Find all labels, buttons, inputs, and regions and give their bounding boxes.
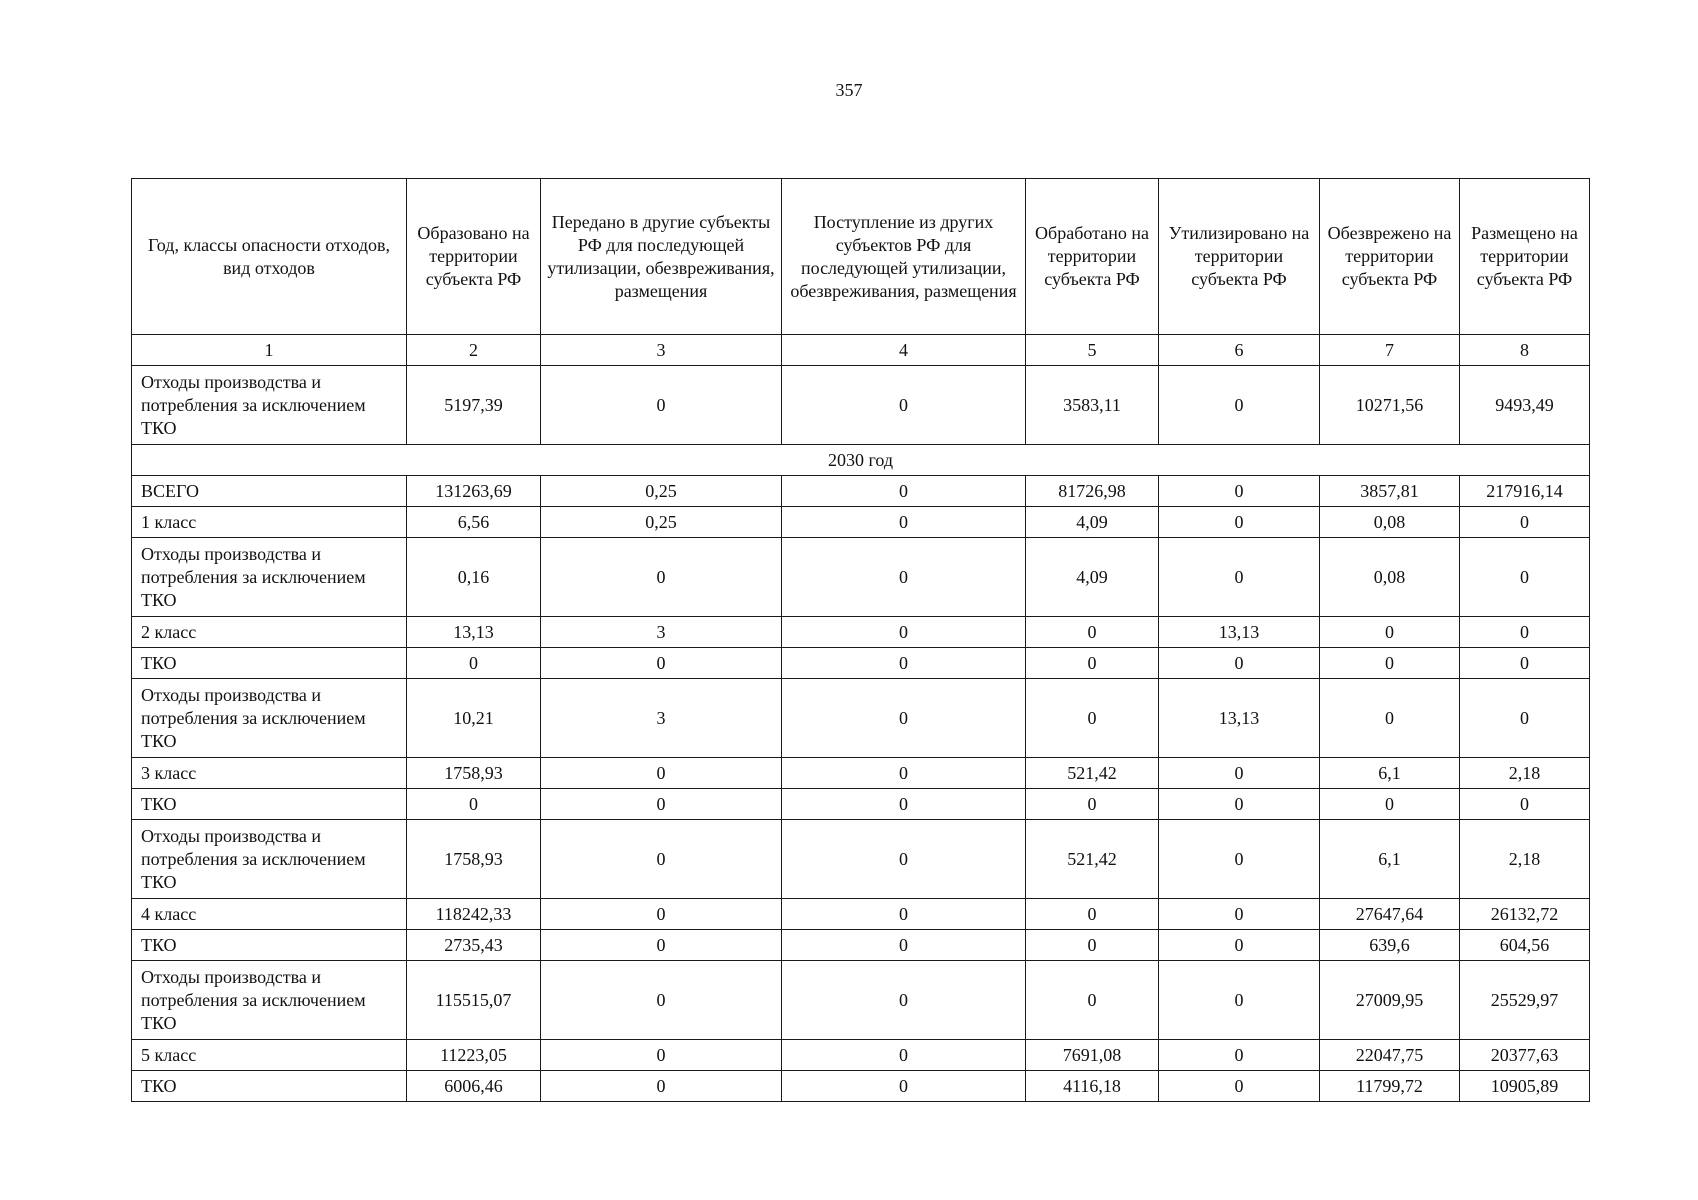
table-cell: 10271,56 [1320, 366, 1460, 445]
row-label: 3 класс [132, 758, 407, 789]
table-cell: 0 [541, 961, 782, 1040]
table-cell: 604,56 [1460, 930, 1590, 961]
table-cell: 4,09 [1026, 538, 1159, 617]
table-cell: 0 [782, 476, 1026, 507]
table-cell: 0 [1159, 1071, 1320, 1102]
row-label: ТКО [132, 930, 407, 961]
table-cell: 0 [541, 789, 782, 820]
header-cell: Обезврежено на территории субъекта РФ [1320, 179, 1460, 335]
table-cell: 0 [1159, 758, 1320, 789]
table-cell: 3 [541, 679, 782, 758]
table-cell: 118242,33 [407, 899, 541, 930]
table-cell: 0 [541, 366, 782, 445]
table-cell: 0 [1159, 930, 1320, 961]
table-cell: 639,6 [1320, 930, 1460, 961]
table-cell: 0 [1159, 1040, 1320, 1071]
table-row [132, 899, 1590, 930]
table-cell: 10905,89 [1460, 1071, 1590, 1102]
table-row [132, 648, 1590, 679]
table-cell: 0 [782, 820, 1026, 899]
table-row [132, 476, 1590, 507]
table-cell: 20377,63 [1460, 1040, 1590, 1071]
table-cell: 0 [1159, 507, 1320, 538]
table-cell: 0 [782, 930, 1026, 961]
table-cell: 0 [541, 899, 782, 930]
table-cell: 0,08 [1320, 507, 1460, 538]
table-cell: 0 [1460, 679, 1590, 758]
table-cell: 0 [1320, 679, 1460, 758]
table-cell: 0 [1026, 899, 1159, 930]
table-cell: 0 [1026, 679, 1159, 758]
table-cell: 4116,18 [1026, 1071, 1159, 1102]
table-cell: 0 [541, 758, 782, 789]
column-number: 4 [782, 335, 1026, 366]
row-label: ТКО [132, 648, 407, 679]
table-cell: 6,56 [407, 507, 541, 538]
table-cell: 115515,07 [407, 961, 541, 1040]
table-cell: 0,16 [407, 538, 541, 617]
table-cell: 26132,72 [1460, 899, 1590, 930]
row-label: Отходы производства и потребления за исключением ТКО [132, 961, 407, 1040]
table-cell: 22047,75 [1320, 1040, 1460, 1071]
table-cell: 0 [782, 617, 1026, 648]
table-cell: 13,13 [1159, 679, 1320, 758]
column-number-row [132, 335, 1590, 366]
column-number: 1 [132, 335, 407, 366]
table-cell: 0 [1320, 789, 1460, 820]
table-cell: 7691,08 [1026, 1040, 1159, 1071]
table-cell: 81726,98 [1026, 476, 1159, 507]
table-cell: 6,1 [1320, 820, 1460, 899]
table-cell: 27009,95 [1320, 961, 1460, 1040]
table-cell: 0,08 [1320, 538, 1460, 617]
table-cell: 0,25 [541, 476, 782, 507]
table-cell: 0 [541, 1071, 782, 1102]
table-cell: 11223,05 [407, 1040, 541, 1071]
row-label: ТКО [132, 789, 407, 820]
table-cell: 0 [1159, 899, 1320, 930]
table-row [132, 1071, 1590, 1102]
column-number: 6 [1159, 335, 1320, 366]
table-row [132, 820, 1590, 899]
header-cell: Размещено на территории субъекта РФ [1460, 179, 1590, 335]
table-header [132, 179, 1590, 366]
header-row [132, 179, 1590, 335]
table-cell: 0 [1159, 538, 1320, 617]
table-body [132, 366, 1590, 1102]
table-cell: 0 [1026, 648, 1159, 679]
table-row [132, 961, 1590, 1040]
table-cell: 0 [1460, 617, 1590, 648]
table-cell: 0 [541, 538, 782, 617]
table-cell: 2,18 [1460, 820, 1590, 899]
table-cell: 0 [541, 930, 782, 961]
table-cell: 0 [1159, 789, 1320, 820]
table-row [132, 930, 1590, 961]
table-cell: 0 [782, 789, 1026, 820]
table-row [132, 1040, 1590, 1071]
table-cell: 0,25 [541, 507, 782, 538]
table-row [132, 538, 1590, 617]
table-row [132, 507, 1590, 538]
row-label: 2 класс [132, 617, 407, 648]
row-label: ТКО [132, 1071, 407, 1102]
table-row [132, 366, 1590, 445]
header-cell: Образовано на территории субъекта РФ [407, 179, 541, 335]
row-label: Отходы производства и потребления за исключением ТКО [132, 679, 407, 758]
waste-statistics-table [131, 178, 1590, 1102]
table-cell: 27647,64 [1320, 899, 1460, 930]
table-cell: 0 [782, 366, 1026, 445]
table-cell: 0 [782, 538, 1026, 617]
table-cell: 10,21 [407, 679, 541, 758]
header-cell: Обработано на территории субъекта РФ [1026, 179, 1159, 335]
table-cell: 0 [782, 507, 1026, 538]
column-number: 3 [541, 335, 782, 366]
year-section-row [132, 445, 1590, 476]
table-cell: 0 [782, 679, 1026, 758]
table-cell: 0 [782, 899, 1026, 930]
table-cell: 0 [1159, 476, 1320, 507]
table-cell: 0 [1159, 961, 1320, 1040]
table-cell: 11799,72 [1320, 1071, 1460, 1102]
table-cell: 0 [1320, 648, 1460, 679]
table-cell: 0 [541, 648, 782, 679]
table-cell: 3 [541, 617, 782, 648]
column-number: 5 [1026, 335, 1159, 366]
row-label: 5 класс [132, 1040, 407, 1071]
table-cell: 2735,43 [407, 930, 541, 961]
table-cell: 0 [1026, 930, 1159, 961]
table-row [132, 789, 1590, 820]
table-cell: 9493,49 [1460, 366, 1590, 445]
table-cell: 0 [1320, 617, 1460, 648]
year-heading: 2030 год [132, 445, 1590, 476]
column-number: 8 [1460, 335, 1590, 366]
table-cell: 0 [1159, 366, 1320, 445]
row-label: Отходы производства и потребления за исключением ТКО [132, 538, 407, 617]
column-number: 7 [1320, 335, 1460, 366]
table-cell: 6,1 [1320, 758, 1460, 789]
table-cell: 0 [782, 1071, 1026, 1102]
table-cell: 0 [1026, 617, 1159, 648]
table-cell: 13,13 [1159, 617, 1320, 648]
table-row [132, 758, 1590, 789]
table-cell: 0 [1460, 507, 1590, 538]
table-cell: 0 [1026, 961, 1159, 1040]
row-label: ВСЕГО [132, 476, 407, 507]
table-cell: 0 [407, 789, 541, 820]
table-cell: 131263,69 [407, 476, 541, 507]
table-cell: 0 [1460, 789, 1590, 820]
table-cell: 0 [1460, 538, 1590, 617]
table-cell: 25529,97 [1460, 961, 1590, 1040]
table-cell: 0 [541, 820, 782, 899]
table-cell: 0 [782, 758, 1026, 789]
column-number: 2 [407, 335, 541, 366]
table-cell: 2,18 [1460, 758, 1590, 789]
table-cell: 0 [1026, 789, 1159, 820]
table-cell: 0 [782, 648, 1026, 679]
row-label: 1 класс [132, 507, 407, 538]
header-cell: Утилизировано на территории субъекта РФ [1159, 179, 1320, 335]
table-cell: 1758,93 [407, 758, 541, 789]
row-label: 4 класс [132, 899, 407, 930]
row-label: Отходы производства и потребления за исключением ТКО [132, 366, 407, 445]
table-cell: 0 [1159, 648, 1320, 679]
table-cell: 217916,14 [1460, 476, 1590, 507]
table-cell: 1758,93 [407, 820, 541, 899]
header-cell: Передано в другие субъекты РФ для последующей утилизации, обезвреживания, размещения [541, 179, 782, 335]
row-label: Отходы производства и потребления за исключением ТКО [132, 820, 407, 899]
table-cell: 13,13 [407, 617, 541, 648]
table-row [132, 679, 1590, 758]
table-cell: 0 [541, 1040, 782, 1071]
table-cell: 0 [407, 648, 541, 679]
page-number: 357 [835, 80, 863, 100]
header-cell: Поступление из других субъектов РФ для последующей утилизации, обезвреживания, размещения [782, 179, 1026, 335]
table-cell: 0 [1460, 648, 1590, 679]
table-cell: 0 [1159, 820, 1320, 899]
table-cell: 521,42 [1026, 820, 1159, 899]
table-cell: 4,09 [1026, 507, 1159, 538]
header-cell: Год, классы опасности отходов, вид отходов [132, 179, 407, 335]
table-cell: 5197,39 [407, 366, 541, 445]
table-cell: 0 [782, 1040, 1026, 1071]
table-row [132, 617, 1590, 648]
table-cell: 3857,81 [1320, 476, 1460, 507]
table-cell: 521,42 [1026, 758, 1159, 789]
table-cell: 3583,11 [1026, 366, 1159, 445]
table-cell: 0 [782, 961, 1026, 1040]
table-cell: 6006,46 [407, 1071, 541, 1102]
